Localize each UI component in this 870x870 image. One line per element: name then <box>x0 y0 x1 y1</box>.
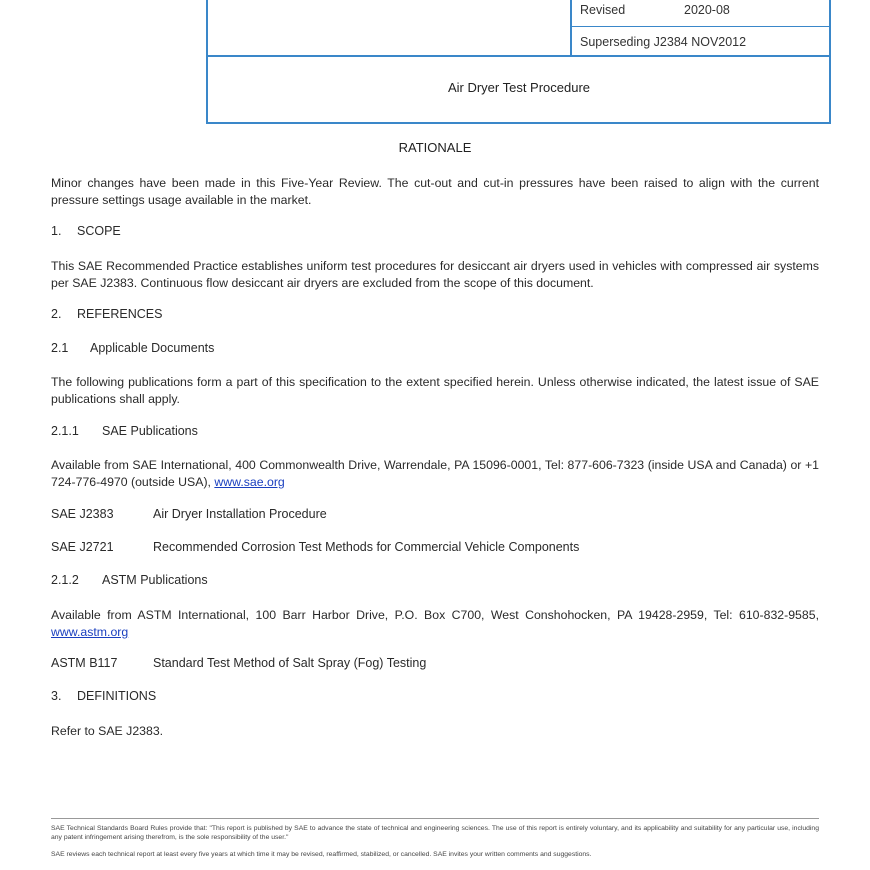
section-number: 2.1 <box>51 341 69 355</box>
sae-address-text: Available from SAE International, 400 Commonwealth Drive, Warrendale, PA 15096-0001, Tel: 877-606-7323 (inside USA and Canada) or +1 724-776-4970 (outside USA), <box>51 458 819 489</box>
section-references-heading <box>51 307 162 321</box>
header-divider-revised <box>571 26 830 27</box>
section-title: SCOPE <box>77 224 121 238</box>
header-border-bottom <box>206 122 831 124</box>
revised-label: Revised <box>580 3 626 17</box>
reference-astm-b117 <box>51 656 426 670</box>
astm-publications-text <box>51 607 819 641</box>
reference-sae-j2383 <box>51 507 327 521</box>
footer-disclaimer: SAE Technical Standards Board Rules provide that: "This report is published by SAE to advance the state of technical and engineering sciences. The use of this report is entirely voluntary, and its applicability and suitability for any particular use, including any patent infringement arising therefrom, is the sole responsibility of the user." <box>51 825 819 841</box>
rationale-heading: RATIONALE <box>398 140 472 155</box>
reference-sae-j2721 <box>51 540 579 554</box>
reference-code: SAE J2383 <box>51 507 114 521</box>
section-title: DEFINITIONS <box>77 689 157 703</box>
section-astm-publications-heading <box>51 573 208 587</box>
astm-address-text: Available from ASTM International, 100 Barr Harbor Drive, P.O. Box C700, West Conshohocken, PA 19428-2959, Tel: 610-832-9585, <box>51 608 819 622</box>
section-number: 3. <box>51 689 62 703</box>
reference-title: Recommended Corrosion Test Methods for Commercial Vehicle Components <box>153 540 580 554</box>
reference-title: Air Dryer Installation Procedure <box>153 507 327 521</box>
section-applicable-documents-heading <box>51 341 214 355</box>
section-number: 2.1.1 <box>51 424 79 438</box>
section-scope-heading <box>51 224 121 238</box>
footer-review-note: SAE reviews each technical report at least every five years at which time it may be revised, reaffirmed, stabilized, or cancelled. SAE invites your written comments and suggestions. <box>51 851 592 858</box>
reference-title: Standard Test Method of Salt Spray (Fog) Testing <box>153 656 427 670</box>
section-number: 2.1.2 <box>51 573 79 587</box>
astm-website-link[interactable]: www.astm.org <box>51 625 129 639</box>
definitions-text: Refer to SAE J2383. <box>51 724 164 738</box>
section-definitions-heading <box>51 689 156 703</box>
header-border-right <box>829 0 831 124</box>
reference-code: ASTM B117 <box>51 656 118 670</box>
revised-date: 2020-08 <box>684 3 730 17</box>
footer-divider <box>51 818 819 819</box>
section-number: 1. <box>51 224 62 238</box>
section-title: SAE Publications <box>102 424 198 438</box>
section-title: ASTM Publications <box>102 573 208 587</box>
rationale-text: Minor changes have been made in this Five-Year Review. The cut-out and cut-in pressures have been raised to align with the current pressure settings usage available in the market. <box>51 176 819 207</box>
section-number: 2. <box>51 307 62 321</box>
document-title: Air Dryer Test Procedure <box>447 80 591 95</box>
sae-publications-text <box>51 457 819 491</box>
section-sae-publications-heading <box>51 424 198 438</box>
section-title: Applicable Documents <box>90 341 215 355</box>
header-divider-vertical <box>570 0 572 56</box>
header-border-left <box>206 0 208 124</box>
scope-text: This SAE Recommended Practice establishes uniform test procedures for desiccant air dryers used in vehicles with compressed air systems per SAE J2383. Continuous flow desiccant air dryers are excluded from the scope of this document. <box>51 259 819 290</box>
superseding-text: Superseding J2384 NOV2012 <box>580 35 747 49</box>
sae-website-link[interactable]: www.sae.org <box>214 475 285 489</box>
reference-code: SAE J2721 <box>51 540 114 554</box>
section-title: REFERENCES <box>77 307 163 321</box>
header-border-middle <box>206 55 831 57</box>
applicable-documents-text: The following publications form a part of this specification to the extent specified herein. Unless otherwise indicated, the latest issue of SAE publications shall apply. <box>51 375 819 406</box>
